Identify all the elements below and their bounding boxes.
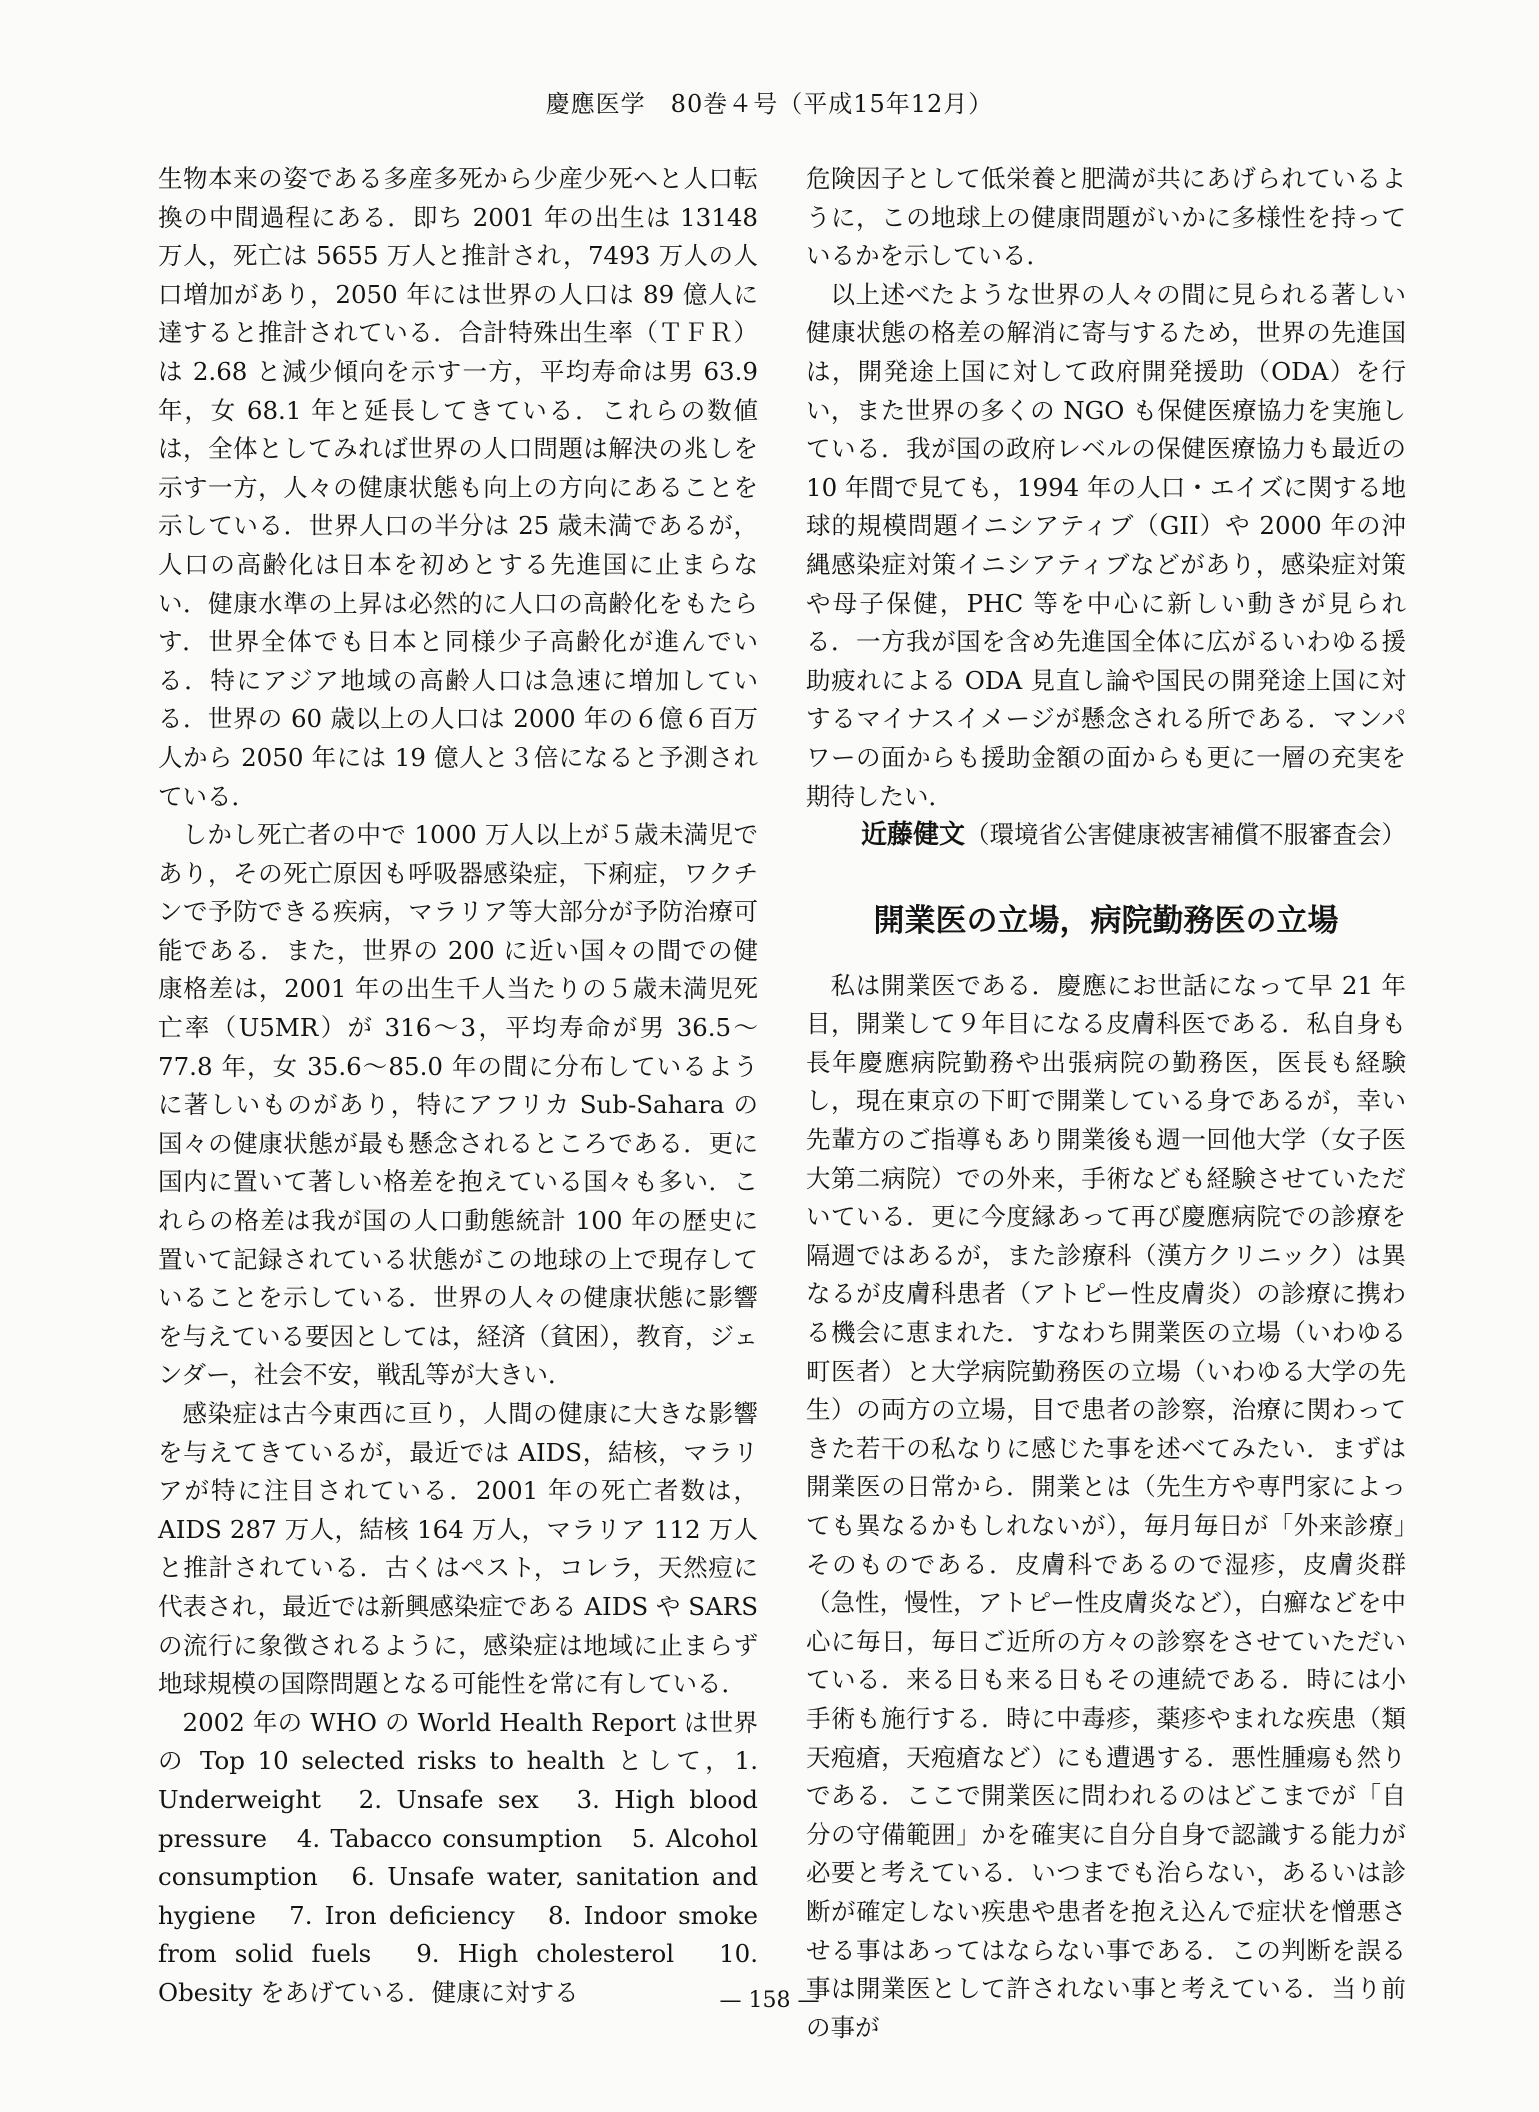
paragraph-population: 生物本来の姿である多産多死から少産少死へと人口転換の中間過程にある．即ち 2001 年の出生は 13148 万人，死亡は 5655 万人と推計され，7493 万人の人口増加があり，2050 年には世界の人口は 89 億人に達すると推計されている．合計特殊出生率（ＴＦＲ）は 2.68 と減少傾向を示す一方，平均寿命は男 63.9 年，女 68.1 年と延長してきている．これらの数値は，全体としてみれば世界の人口問題は解決の兆しを示す一方，人々の健康状態も向上の方向にあることを示している．世界人口の半分は 25 歳未満であるが，人口の高齢化は日本を初めとする先進国に止まらない．健康水準の上昇は必然的に人口の高齢化をもたらす．世界全体でも日本と同様少子高齢化が進んでいる．特にアジア地域の高齢人口は急速に増加している．世界の 60 歳以上の人口は 2000 年の６億６百万人から 2050 年には 19 億人と３倍になると予測されている． bbox=[158, 164, 758, 811]
page-number: — 158 — bbox=[719, 1988, 820, 2013]
paragraph-infectious-disease: 感染症は古今東西に亘り，人間の健康に大きな影響を与えてきているが，最近では AIDS，結核，マラリアが特に注目されている．2001 年の死亡者数は，AIDS 287 万人，結核 164 万人，マラリア 112 万人と推計されている．古くはペスト，コレラ，天然痘に代表され，最近では新興感染症である AIDS や SARS の流行に象徴されるように，感染症は地域に止まらず地球規模の国際問題となる可能性を常に有している． bbox=[158, 1399, 758, 1699]
paragraph-practitioner: 私は開業医である．慶應にお世話になって早 21 年目，開業して９年目になる皮膚科医である．私自身も長年慶應病院勤務や出張病院の勤務医，医長も経験し，現在東京の下町で開業している身であるが，幸い先輩方のご指導もあり開業後も週一回他大学（女子医大第二病院）での外来，手術なども経験させていただいている．更に今度縁あって再び慶應病院での診療を隔週ではあるが，また診療科（漢方クリニック）は異なるが皮膚科患者（アトピー性皮膚炎）の診療に携わる機会に恵まれた．すなわち開業医の立場（いわゆる町医者）と大学病院勤務医の立場（いわゆる大学の先生）の両方の立場，目で患者の診察，治療に関わってきた若干の私なりに感じた事を述べてみたい．まずは開業医の日常から．開業とは（先生方や専門家によっても異なるかもしれないが），毎月毎日が「外来診療」そのものである．皮膚科であるので湿疹，皮膚炎群（急性，慢性，アトピー性皮膚炎など），白癬などを中心に毎日，毎日ご近所の方々の診察をさせていただいている．来る日も来る日もその連続である．時には小手術も施行する．時に中毒疹，薬疹やまれな疾患（類天疱瘡，天疱瘡など）にも遭遇する．悪性腫瘍も然りである．ここで開業医に問われるのはどこまでが「自分の守備範囲」かを確実に自分自身で認識する能力が必要と考えている．いつまでも治らない，あるいは診断が確定しない疾患や患者を抱え込んで症状を憎悪させる事はあってはならない事である．この判断を誤る事は開業医として許されない事と考えている．当り前の事が bbox=[806, 970, 1406, 2042]
left-column bbox=[158, 160, 758, 2013]
author-signature bbox=[806, 816, 1406, 855]
journal-header: 慶應医学 80巻４号（平成15年12月） bbox=[545, 90, 994, 118]
section-title: 開業医の立場，病院勤務医の立場 bbox=[873, 902, 1339, 939]
paragraph-who-report: 2002 年の WHO の World Health Report は世界の Top 10 selected risks to health として，1. Underweight 2. Unsafe sex 3. High blood pressure 4. Tabacco consumption 5. Alcohol consumption 6. Unsafe water, sanitation and hygiene 7. Iron deficiency 8. Indoor smoke from solid fuels 9. High cholesterol 10. Obesity をあげている．健康に対する bbox=[158, 1707, 758, 2007]
paragraph-mortality: しかし死亡者の中で 1000 万人以上が５歳未満児であり，その死亡原因も呼吸器感染症，下痢症，ワクチンで予防できる疾病，マラリア等大部分が予防治療可能である．また，世界の 200 に近い国々の間での健康格差は，2001 年の出生千人当たりの５歳未満児死亡率（U5MR）が 316〜3，平均寿命が男 36.5〜77.8 年，女 35.6〜85.0 年の間に分布しているように著しいものがあり，特にアフリカ Sub-Sahara の国々の健康状態が最も懸念されるところである．更に国内に置いて著しい格差を抱えている国々も多い．これらの格差は我が国の人口動態統計 100 年の歴史に置いて記録されている状態がこの地球の上で現存していることを示している．世界の人々の健康状態に影響を与えている要因としては，経済（貧困），教育，ジェンダー，社会不安，戦乱等が大きい． bbox=[158, 820, 758, 1390]
right-column bbox=[806, 160, 1406, 2047]
author-affiliation: （環境省公害健康被害補償不服審査会） bbox=[965, 820, 1406, 850]
paragraph-oda: 以上述べたような世界の人々の間に見られる著しい健康状態の格差の解消に寄与するため，世界の先進国は，開発途上国に対して政府開発援助（ODA）を行い，また世界の多くの NGO も保健医療協力を実施している．我が国の政府レベルの保健医療協力も最近の 10 年間で見ても，1994 年の人口・エイズに関する地球的規模問題イニシアティブ（GII）や 2000 年の沖縄感染症対策イニシアティブなどがあり，感染症対策や母子保健，PHC 等を中心に新しい動きが見られる．一方我が国を含め先進国全体に広がるいわゆる援助疲れによる ODA 見直し論や国民の開発途上国に対するマイナスイメージが懸念される所である．マンパワーの面からも援助金額の面からも更に一層の充実を期待したい． bbox=[806, 279, 1406, 811]
author-name: 近藤健文 bbox=[860, 820, 965, 851]
paragraph-risk-factors: 危険因子として低栄養と肥満が共にあげられているように，この地球上の健康問題がいかに多様性を持っているかを示している． bbox=[806, 164, 1406, 271]
